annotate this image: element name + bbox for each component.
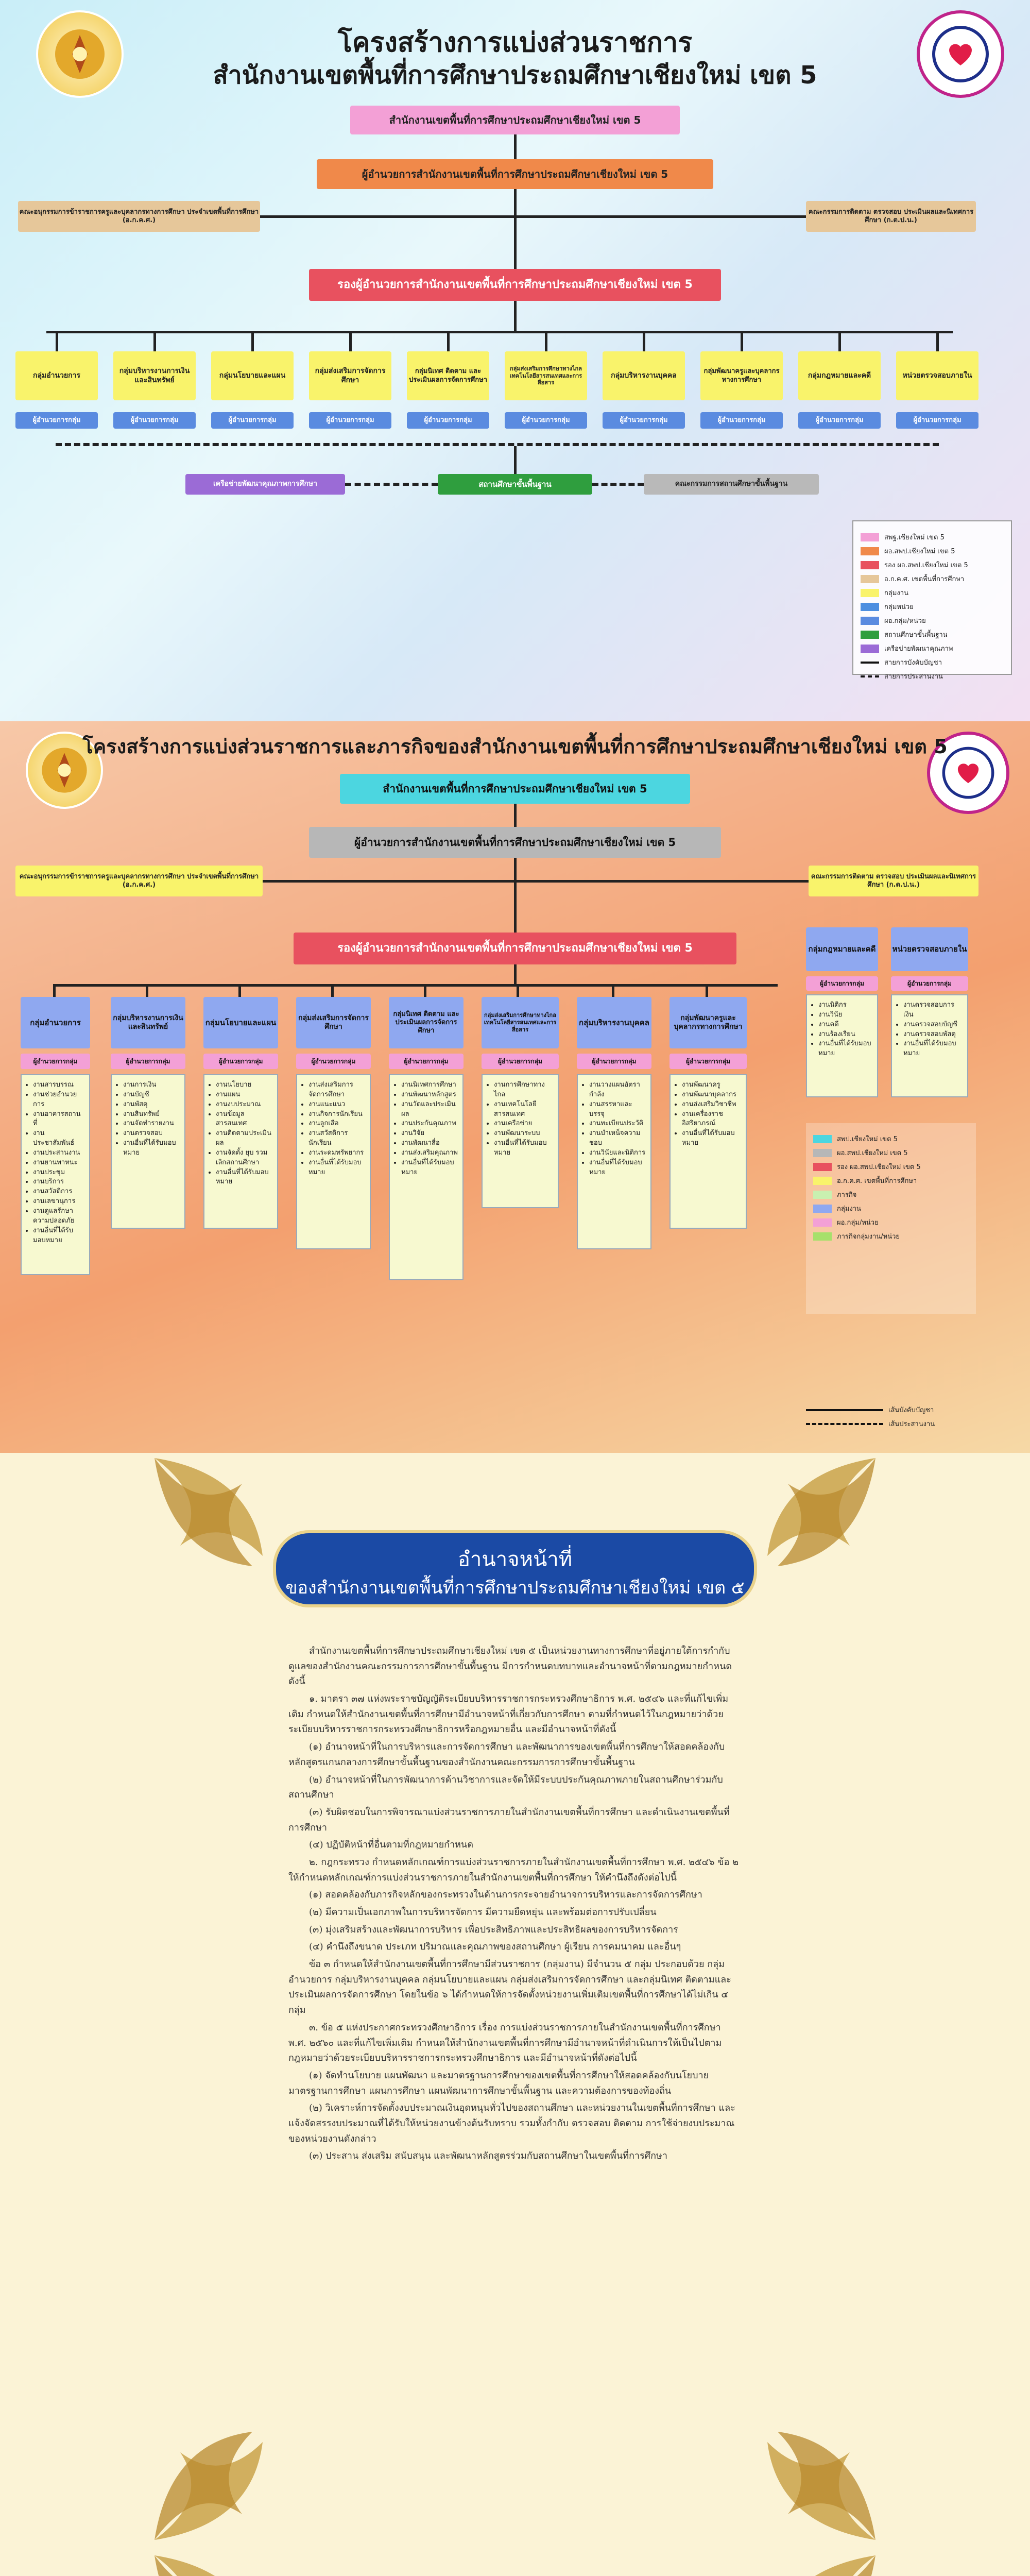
group-head-box: ผู้อำนวยการกลุ่ม	[203, 1054, 278, 1069]
legend-item: เส้นประสานงาน	[806, 1418, 976, 1429]
group-head-box: ผู้อำนวยการกลุ่ม	[670, 1054, 747, 1069]
doc-paragraph: (๓) ประสาน ส่งเสริม สนับสนุน และพัฒนาหลักสูตรร่วมกับสถานศึกษาในเขตพื้นที่การศึกษา	[309, 2150, 667, 2162]
task-list: • งานนโยบาย • งานแผน • งานงบประมาณ • งานข้อมูลสารสนเทศ • งานติดตามประเมินผล • งานจัดตั้ง ยุบ รวม เลิกสถานศึกษา • งานอื่นที่ได้รับมอบหมาย	[203, 1074, 278, 1229]
doc-paragraph: (๓) รับผิดชอบในการพิจารณาแบ่งส่วนราชการภายในสำนักงานเขตพื้นที่การศึกษา และดำเนินงานเขตพื้นที่การศึกษา	[288, 1806, 730, 1833]
legend-item: ภารกิจ	[813, 1189, 969, 1200]
legend-item: ผอ.กลุ่ม/หน่วย	[813, 1217, 969, 1228]
group-box: กลุ่มพัฒนาครูและบุคลากรทางการศึกษา	[700, 351, 783, 400]
doc-paragraph: (๑) อำนาจหน้าที่ในการบริหารและการจัดการศึกษา และพัฒนาการของเขตพื้นที่การศึกษาให้สอดคล้องกับหลักสูตรแกนกลางการศึกษาขั้นพื้นฐานของสำนักงานคณะกรรมการการศึกษาขั้นพื้นฐาน	[288, 1741, 725, 1768]
group-head-box: ผู้อำนวยการกลุ่ม	[15, 412, 98, 429]
doc-paragraph: (๔) ปฏิบัติหน้าที่อื่นตามที่กฎหมายกำหนด	[309, 1839, 474, 1851]
mission-chart-panel	[0, 721, 1030, 1453]
legend-item: ผอ.สพป.เชียงใหม่ เขต 5	[861, 546, 1004, 556]
legend-item: กลุ่มหน่วย	[861, 601, 1004, 612]
doc-paragraph: (๒) วิเคราะห์การจัดตั้งงบประมาณเงินอุดหนุนทั่วไปของสถานศึกษา และหน่วยงานในเขตพื้นที่การศึกษา และแจ้งจัดสรรงบประมาณที่ได้รับให้หน่วยงานข้างต้นรับทราบ รวมทั้งกำกับ ตรวจสอบ ติดตาม การใช้จ่ายงบประมาณของหน่วยงานดังกล่าว	[288, 2103, 735, 2144]
group-head-box: ผู้อำนวยการกลุ่ม	[806, 976, 878, 991]
legend-item: ภารกิจกลุ่มงาน/หน่วย	[813, 1231, 969, 1242]
gold-ornament-icon	[675, 2329, 881, 2545]
org-chart-panel	[0, 0, 1030, 721]
director-box: ผู้อำนวยการสำนักงานเขตพื้นที่การศึกษาประถมศึกษาเชียงใหม่ เขต 5	[309, 827, 721, 858]
group-head-box: ผู้อำนวยการกลุ่ม	[309, 412, 391, 429]
group-box: กลุ่มส่งเสริมการศึกษาทางไกล เทคโนโลยีสารสนเทศและการสื่อสาร	[482, 997, 559, 1048]
group-head-box: ผู้อำนวยการกลุ่ม	[798, 412, 881, 429]
task-list: • งานนิติกร • งานวินัย • งานคดี • งานร้องเรียน • งานอื่นที่ได้รับมอบหมาย	[806, 994, 878, 1097]
authority-document-panel	[0, 1453, 1030, 2576]
task-list: • งานส่งเสริมการจัดการศึกษา • งานแนะแนว • งานกิจการนักเรียน • งานลูกเสือ • งานสวัสดิการนักเรียน • งานระดมทรัพยากร • งานอื่นที่ได้รับมอบหมาย	[296, 1074, 371, 1249]
legend-item: สพป.เชียงใหม่ เขต 5	[813, 1133, 969, 1144]
task-list: • งานสารบรรณ • งานช่วยอำนวยการ • งานอาคารสถานที่ • งานประชาสัมพันธ์ • งานประสานงาน • งานยานพาหนะ • งานประชุม • งานบริการ • งานสวัสดิการ • งานเลขานุการ • งานดูแลรักษาความปลอดภัย • งานอื่นที่ได้รับมอบหมาย	[21, 1074, 90, 1275]
group-box: กลุ่มส่งเสริมการจัดการศึกษา	[296, 997, 371, 1048]
doc-paragraph: (๓) มุ่งเสริมสร้างและพัฒนาการบริหาร เพื่อประสิทธิภาพและประสิทธิผลของการบริหารจัดการ	[309, 1924, 678, 1935]
chart2-legend	[806, 1123, 976, 1314]
legend-item: สพฐ.เชียงใหม่ เขต 5	[861, 532, 1004, 543]
committee-left-box: คณะอนุกรรมการข้าราชการครูและบุคลากรทางการศึกษา ประจำเขตพื้นที่การศึกษา (อ.ก.ค.ศ.)	[18, 201, 260, 232]
group-box: กลุ่มบริหารงานการเงินและสินทรัพย์	[111, 997, 185, 1048]
committee-right-box: คณะกรรมการติดตาม ตรวจสอบ ประเมินผลและนิเทศการศึกษา (ก.ต.ป.น.)	[809, 866, 978, 896]
group-head-box: ผู้อำนวยการกลุ่ม	[505, 412, 587, 429]
group-box: กลุ่มบริหารงานบุคคล	[603, 351, 685, 400]
group-head-box: ผู้อำนวยการกลุ่ม	[111, 1054, 185, 1069]
task-list: • งานตรวจสอบการเงิน • งานตรวจสอบบัญชี • งานตรวจสอบพัสดุ • งานอื่นที่ได้รับมอบหมาย	[891, 994, 968, 1097]
legend-item: เส้นบังคับบัญชา	[806, 1404, 976, 1415]
group-head-box: ผู้อำนวยการกลุ่ม	[891, 976, 968, 991]
chart1-title-line1: โครงสร้างการแบ่งส่วนราชการ	[337, 27, 693, 58]
committee-left-box: คณะอนุกรรมการข้าราชการครูและบุคลากรทางการศึกษา ประจำเขตพื้นที่การศึกษา (อ.ก.ค.ศ.)	[15, 866, 263, 896]
group-box: กลุ่มส่งเสริมการศึกษาทางไกล เทคโนโลยีสารสนเทศและการสื่อสาร	[505, 351, 587, 400]
doc-paragraph: (๒) มีความเป็นเอกภาพในการบริหารจัดการ มีความยืดหยุ่น และพร้อมต่อการปรับเปลี่ยน	[309, 1907, 657, 1918]
group-box: หน่วยตรวจสอบภายใน	[896, 351, 978, 400]
doc-heading-1: อำนาจหน้าที่	[457, 1548, 573, 1571]
task-list: • งานพัฒนาครู • งานพัฒนาบุคลากร • งานส่งเสริมวิชาชีพ • งานเครื่องราชอิสริยาภรณ์ • งานอื่นที่ได้รับมอบหมาย	[670, 1074, 747, 1229]
group-box: กลุ่มพัฒนาครูและบุคลากรทางการศึกษา	[670, 997, 747, 1048]
group-head-box: ผู้อำนวยการกลุ่ม	[113, 412, 196, 429]
office-box: สำนักงานเขตพื้นที่การศึกษาประถมศึกษาเชียงใหม่ เขต 5	[350, 106, 680, 134]
deputy-box: รองผู้อำนวยการสำนักงานเขตพื้นที่การศึกษาประถมศึกษาเชียงใหม่ เขต 5	[309, 269, 721, 301]
basic-board-box: คณะกรรมการสถานศึกษาขั้นพื้นฐาน	[644, 474, 819, 495]
chart2-line-legend	[806, 1401, 976, 1432]
legend-item: รอง ผอ.สพป.เชียงใหม่ เขต 5	[861, 560, 1004, 570]
group-box: กลุ่มนโยบายและแผน	[211, 351, 294, 400]
doc-paragraph: ข้อ ๓ กำหนดให้สำนักงานเขตพื้นที่การศึกษามีส่วนราชการ (กลุ่มงาน) มีจำนวน ๕ กลุ่ม ประกอบด้วย กลุ่มอำนวยการ กลุ่มบริหารงานบุคคล กลุ่มนโยบายและแผน กลุ่มส่งเสริมการจัดการศึกษา และกลุ่มนิเทศ ติดตามและประเมินผลการจัดการศึกษา โดยในข้อ ๖ ได้กำหนดให้การจัดตั้งหน่วยงานเพิ่มเติมเขตพื้นที่การศึกษาได้ไม่เกิน ๔ กลุ่ม	[288, 1959, 731, 2016]
legend-item: สายการประสานงาน	[861, 671, 1004, 682]
task-list: • งานการศึกษาทางไกล • งานเทคโนโลยีสารสนเทศ • งานเครือข่าย • งานพัฒนาระบบ • งานอื่นที่ได้รับมอบหมาย	[482, 1074, 559, 1208]
legend-item: สายการบังคับบัญชา	[861, 657, 1004, 668]
legend-item: ผอ.สพป.เชียงใหม่ เขต 5	[813, 1147, 969, 1158]
committee-right-box: คณะกรรมการติดตาม ตรวจสอบ ประเมินผลและนิเทศการศึกษา (ก.ต.ป.น.)	[806, 201, 976, 232]
doc-heading-banner	[273, 1530, 757, 1607]
legend-item: กลุ่มงาน	[813, 1203, 969, 1214]
doc-paragraph: (๒) อำนาจหน้าที่ในการพัฒนาการด้านวิชาการและจัดให้มีระบบประกันคุณภาพภายในสถานศึกษาร่วมกับสถานศึกษา	[288, 1774, 723, 1801]
group-head-box: ผู้อำนวยการกลุ่ม	[407, 412, 489, 429]
group-head-box: ผู้อำนวยการกลุ่ม	[700, 412, 783, 429]
director-box: ผู้อำนวยการสำนักงานเขตพื้นที่การศึกษาประถมศึกษาเชียงใหม่ เขต 5	[317, 159, 713, 189]
office-box: สำนักงานเขตพื้นที่การศึกษาประถมศึกษาเชียงใหม่ เขต 5	[340, 774, 690, 804]
group-box: กลุ่มส่งเสริมการจัดการศึกษา	[309, 351, 391, 400]
legend-item: ผอ.กลุ่ม/หน่วย	[861, 615, 1004, 626]
doc-paragraph: (๑) จัดทำนโยบาย แผนพัฒนา และมาตรฐานการศึกษาของเขตพื้นที่การศึกษาให้สอดคล้องกับนโยบาย มาตรฐานการศึกษา แผนการศึกษา แผนพัฒนาการศึกษาขั้นพื้นฐาน และความต้องการของท้องถิ่น	[288, 2070, 709, 2096]
doc-paragraph: ๑. มาตรา ๓๗ แห่งพระราชบัญญัติระเบียบบริหารราชการกระทรวงศึกษาธิการ พ.ศ. ๒๕๔๖ และที่แก้ไขเพิ่มเติม กำหนดให้สำนักงานเขตพื้นที่การศึกษามีอำนาจหน้าที่เกี่ยวกับการศึกษา ตามที่กำหนดไว้ในกฎหมายว่าด้วยระเบียบบริหารราชการกระทรวงศึกษาธิการหรือกฎหมายอื่น และมีอำนาจหน้าที่ดังนี้	[288, 1693, 729, 1735]
group-head-box: ผู้อำนวยการกลุ่ม	[896, 412, 978, 429]
network-box: เครือข่ายพัฒนาคุณภาพการศึกษา	[185, 474, 345, 495]
doc-paragraph: ๒. กฎกระทรวง กำหนดหลักเกณฑ์การแบ่งส่วนราชการภายในสำนักงานเขตพื้นที่การศึกษา พ.ศ. ๒๕๔๖ ข้อ ๒ ให้กำหนดหลักเกณฑ์การแบ่งส่วนราชการภายในสำนักงานเขตพื้นที่การศึกษา ให้คำนึงถึงดังต่อไปนี้	[288, 1856, 739, 1883]
legend-item: รอง ผอ.สพป.เชียงใหม่ เขต 5	[813, 1161, 969, 1172]
legend-item: กลุ่มงาน	[861, 587, 1004, 598]
group-head-box: ผู้อำนวยการกลุ่ม	[21, 1054, 90, 1069]
group-box: กลุ่มนิเทศ ติดตาม และประเมินผลการจัดการศึกษา	[389, 997, 464, 1048]
doc-paragraph: (๔) คำนึงถึงขนาด ประเภท ปริมาณและคุณภาพของสถานศึกษา ผู้เรียน การคมนาคม และอื่นๆ	[309, 1941, 681, 1953]
group-head-box: ผู้อำนวยการกลุ่ม	[577, 1054, 651, 1069]
group-head-box: ผู้อำนวยการกลุ่ม	[389, 1054, 464, 1069]
school-box: สถานศึกษาขั้นพื้นฐาน	[438, 474, 592, 495]
task-list: • งานนิเทศการศึกษา • งานพัฒนาหลักสูตร • งานวัดและประเมินผล • งานประกันคุณภาพ • งานวิจัย • งานพัฒนาสื่อ • งานส่งเสริมคุณภาพ • งานอื่นที่ได้รับมอบหมาย	[389, 1074, 464, 1280]
group-box: กลุ่มนโยบายและแผน	[203, 997, 278, 1048]
legend-item: เครือข่ายพัฒนาคุณภาพ	[861, 643, 1004, 654]
doc-heading-2: ของสำนักงานเขตพื้นที่การศึกษาประถมศึกษาเชียงใหม่ เขต ๕	[285, 1578, 745, 1598]
deputy-box: รองผู้อำนวยการสำนักงานเขตพื้นที่การศึกษาประถมศึกษาเชียงใหม่ เขต 5	[294, 933, 736, 964]
gold-ornament-icon	[149, 2550, 355, 2576]
doc-paragraph: (๑) สอดคล้องกับภารกิจหลักของกระทรวงในด้านการกระจายอำนาจการบริหารและการจัดการศึกษา	[309, 1889, 702, 1901]
group-box: กลุ่มอำนวยการ	[21, 997, 90, 1048]
doc-body-page1	[288, 1643, 742, 2416]
chart1-title-line2: สำนักงานเขตพื้นที่การศึกษาประถมศึกษาเชียงใหม่ เขต 5	[213, 61, 817, 90]
group-head-box: ผู้อำนวยการกลุ่ม	[296, 1054, 371, 1069]
group-head-box: ผู้อำนวยการกลุ่ม	[603, 412, 685, 429]
doc-paragraph: ๓. ข้อ ๕ แห่งประกาศกระทรวงศึกษาธิการ เรื่อง การแบ่งส่วนราชการภายในสำนักงานเขตพื้นที่การศึกษา พ.ศ. ๒๕๖๐ และที่แก้ไขเพิ่มเติม กำหนดให้สำนักงานเขตพื้นที่การศึกษามีอำนาจหน้าที่ดำเนินการให้เป็นไปตามกฎหมายว่าด้วยระเบียบบริหารราชการกระทรวงศึกษาธิการ และมีอำนาจหน้าที่ดังต่อไปนี้	[288, 2022, 722, 2064]
group-box: กลุ่มบริหารงานการเงินและสินทรัพย์	[113, 351, 196, 400]
group-box: กลุ่มกฎหมายและคดี	[798, 351, 881, 400]
task-list: • งานการเงิน • งานบัญชี • งานพัสดุ • งานสินทรัพย์ • งานจัดทำรายงาน • งานตรวจสอบ • งานอื่นที่ได้รับมอบหมาย	[111, 1074, 185, 1229]
legend-item: อ.ก.ค.ศ. เขตพื้นที่การศึกษา	[861, 573, 1004, 584]
group-box: กลุ่มนิเทศ ติดตาม และประเมินผลการจัดการศึกษา	[407, 351, 489, 400]
side-group-box: หน่วยตรวจสอบภายใน	[891, 927, 968, 971]
group-box: กลุ่มบริหารงานบุคคล	[577, 997, 651, 1048]
task-list: • งานวางแผนอัตรากำลัง • งานสรรหาและบรรจุ • งานทะเบียนประวัติ • งานบำเหน็จความชอบ • งานวินัยและนิติการ • งานอื่นที่ได้รับมอบหมาย	[577, 1074, 651, 1249]
group-box: กลุ่มอำนวยการ	[15, 351, 98, 400]
chart2-title: โครงสร้างการแบ่งส่วนราชการและภารกิจของสำนักงานเขตพื้นที่การศึกษาประถมศึกษาเชียงใหม่ เขต 5	[82, 735, 948, 758]
gold-ornament-icon	[149, 2329, 355, 2545]
gold-ornament-icon	[675, 2550, 881, 2576]
doc-paragraph: สำนักงานเขตพื้นที่การศึกษาประถมศึกษาเชียงใหม่ เขต ๕ เป็นหน่วยงานทางการศึกษาที่อยู่ภายใต้การกำกับดูแลของสำนักงานคณะกรรมการการศึกษาขั้นพื้นฐาน มีการกำหนดบทบาทและอำนาจหน้าที่ตามกฎหมายกำหนด ดังนี้	[288, 1646, 732, 1687]
group-head-box: ผู้อำนวยการกลุ่ม	[482, 1054, 559, 1069]
group-head-box: ผู้อำนวยการกลุ่ม	[211, 412, 294, 429]
legend-item: สถานศึกษาขั้นพื้นฐาน	[861, 629, 1004, 640]
legend-item: อ.ก.ค.ศ. เขตพื้นที่การศึกษา	[813, 1175, 969, 1186]
chart1-legend	[852, 520, 1012, 681]
side-group-box: กลุ่มกฎหมายและคดี	[806, 927, 878, 971]
